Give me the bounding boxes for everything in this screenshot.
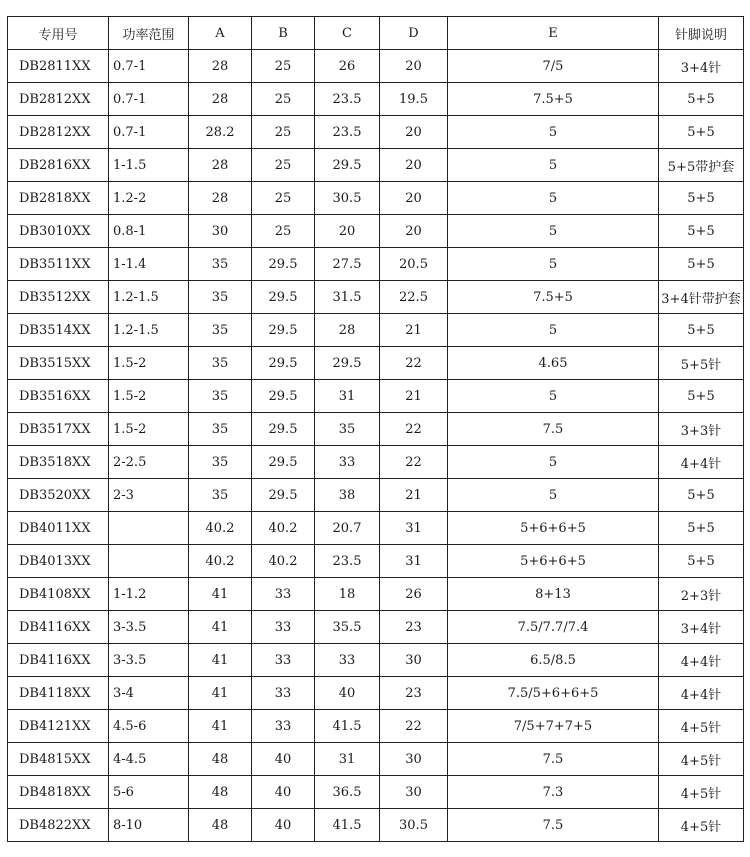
- d-cell: 20: [380, 50, 448, 83]
- d-cell: 20: [380, 149, 448, 182]
- e-cell: 5: [448, 149, 659, 182]
- b-cell: 33: [252, 644, 315, 677]
- c-cell: 26: [315, 50, 380, 83]
- part-number-cell: DB4121XX: [8, 710, 109, 743]
- c-cell: 29.5: [315, 149, 380, 182]
- e-cell: 7.5+5: [448, 83, 659, 116]
- e-cell: 7.3: [448, 776, 659, 809]
- d-cell: 22.5: [380, 281, 448, 314]
- d-cell: 31: [380, 512, 448, 545]
- b-cell: 25: [252, 149, 315, 182]
- e-cell: 7.5: [448, 743, 659, 776]
- table-row: [8, 446, 744, 479]
- power-range-cell: 0.7-1: [109, 83, 189, 116]
- part-number-cell: DB3512XX: [8, 281, 109, 314]
- part-number-cell: DB2816XX: [8, 149, 109, 182]
- part-number-cell: DB3515XX: [8, 347, 109, 380]
- power-range-cell: 1.5-2: [109, 413, 189, 446]
- part-number-cell: DB4013XX: [8, 545, 109, 578]
- a-cell: 41: [189, 677, 252, 710]
- power-range-cell: 2-3: [109, 479, 189, 512]
- d-cell: 30: [380, 743, 448, 776]
- a-cell: 41: [189, 578, 252, 611]
- b-cell: 29.5: [252, 413, 315, 446]
- d-cell: 23: [380, 611, 448, 644]
- e-cell: 6.5/8.5: [448, 644, 659, 677]
- pin-description-cell: 4+5针: [659, 809, 744, 842]
- pin-description-cell: 4+5针: [659, 743, 744, 776]
- a-cell: 48: [189, 743, 252, 776]
- power-range-cell: [109, 545, 189, 578]
- d-cell: 20: [380, 215, 448, 248]
- power-range-cell: 4-4.5: [109, 743, 189, 776]
- a-cell: 40.2: [189, 545, 252, 578]
- e-cell: 5: [448, 479, 659, 512]
- e-cell: 5: [448, 116, 659, 149]
- table-row: [8, 479, 744, 512]
- pin-description-cell: 3+3针: [659, 413, 744, 446]
- a-cell: 30: [189, 215, 252, 248]
- pin-description-cell: 5+5: [659, 545, 744, 578]
- d-cell: 23: [380, 677, 448, 710]
- pin-description-cell: 2+3针: [659, 578, 744, 611]
- a-cell: 35: [189, 347, 252, 380]
- table-row: [8, 215, 744, 248]
- c-cell: 35: [315, 413, 380, 446]
- c-cell: 36.5: [315, 776, 380, 809]
- part-number-cell: DB4116XX: [8, 644, 109, 677]
- a-cell: 41: [189, 611, 252, 644]
- header-power-range: 功率范围: [109, 17, 189, 50]
- table-row: [8, 611, 744, 644]
- header-b: B: [252, 17, 315, 50]
- table-row: [8, 512, 744, 545]
- pin-description-cell: 5+5: [659, 182, 744, 215]
- part-number-cell: DB2812XX: [8, 116, 109, 149]
- pin-description-cell: 5+5带护套: [659, 149, 744, 182]
- c-cell: 31: [315, 380, 380, 413]
- a-cell: 35: [189, 314, 252, 347]
- b-cell: 33: [252, 710, 315, 743]
- power-range-cell: 2-2.5: [109, 446, 189, 479]
- a-cell: 41: [189, 644, 252, 677]
- pin-description-cell: 5+5: [659, 215, 744, 248]
- d-cell: 22: [380, 347, 448, 380]
- header-c: C: [315, 17, 380, 50]
- table-row: [8, 710, 744, 743]
- c-cell: 28: [315, 314, 380, 347]
- d-cell: 22: [380, 710, 448, 743]
- e-cell: 7.5/5+6+6+5: [448, 677, 659, 710]
- b-cell: 29.5: [252, 281, 315, 314]
- e-cell: 7.5: [448, 413, 659, 446]
- table-row: [8, 743, 744, 776]
- e-cell: 5: [448, 215, 659, 248]
- table-row: [8, 281, 744, 314]
- part-number-cell: DB4822XX: [8, 809, 109, 842]
- e-cell: 5+6+6+5: [448, 512, 659, 545]
- a-cell: 48: [189, 809, 252, 842]
- power-range-cell: 1.2-1.5: [109, 314, 189, 347]
- part-number-cell: DB3511XX: [8, 248, 109, 281]
- power-range-cell: 4.5-6: [109, 710, 189, 743]
- c-cell: 18: [315, 578, 380, 611]
- table-row: [8, 776, 744, 809]
- b-cell: 29.5: [252, 248, 315, 281]
- table-row: [8, 116, 744, 149]
- b-cell: 40: [252, 743, 315, 776]
- power-range-cell: 3-4: [109, 677, 189, 710]
- power-range-cell: 1.2-1.5: [109, 281, 189, 314]
- e-cell: 7.5: [448, 809, 659, 842]
- d-cell: 21: [380, 380, 448, 413]
- b-cell: 29.5: [252, 347, 315, 380]
- header-d: D: [380, 17, 448, 50]
- a-cell: 41: [189, 710, 252, 743]
- d-cell: 22: [380, 446, 448, 479]
- part-number-cell: DB4818XX: [8, 776, 109, 809]
- a-cell: 48: [189, 776, 252, 809]
- part-number-cell: DB2818XX: [8, 182, 109, 215]
- b-cell: 40.2: [252, 512, 315, 545]
- a-cell: 35: [189, 248, 252, 281]
- part-number-cell: DB3518XX: [8, 446, 109, 479]
- power-range-cell: 1.5-2: [109, 380, 189, 413]
- e-cell: 7/5+7+7+5: [448, 710, 659, 743]
- e-cell: 8+13: [448, 578, 659, 611]
- pin-description-cell: 4+4针: [659, 446, 744, 479]
- table-row: [8, 677, 744, 710]
- d-cell: 20.5: [380, 248, 448, 281]
- table-row: [8, 545, 744, 578]
- power-range-cell: 0.7-1: [109, 116, 189, 149]
- header-e: E: [448, 17, 659, 50]
- a-cell: 28: [189, 83, 252, 116]
- b-cell: 33: [252, 677, 315, 710]
- part-number-cell: DB4815XX: [8, 743, 109, 776]
- pin-description-cell: 5+5: [659, 479, 744, 512]
- table-body: [8, 50, 744, 842]
- part-number-cell: DB3010XX: [8, 215, 109, 248]
- b-cell: 25: [252, 83, 315, 116]
- a-cell: 35: [189, 413, 252, 446]
- power-range-cell: 1-1.5: [109, 149, 189, 182]
- pin-description-cell: 3+4针: [659, 50, 744, 83]
- d-cell: 30: [380, 776, 448, 809]
- pin-description-cell: 3+4针带护套: [659, 281, 744, 314]
- table-row: [8, 83, 744, 116]
- part-number-cell: DB2812XX: [8, 83, 109, 116]
- part-number-cell: DB4108XX: [8, 578, 109, 611]
- d-cell: 22: [380, 413, 448, 446]
- c-cell: 41.5: [315, 710, 380, 743]
- part-number-cell: DB4011XX: [8, 512, 109, 545]
- c-cell: 30.5: [315, 182, 380, 215]
- a-cell: 35: [189, 479, 252, 512]
- part-number-cell: DB3514XX: [8, 314, 109, 347]
- d-cell: 19.5: [380, 83, 448, 116]
- c-cell: 27.5: [315, 248, 380, 281]
- header-pin-description: 针脚说明: [659, 17, 744, 50]
- table-row: [8, 314, 744, 347]
- header-a: A: [189, 17, 252, 50]
- d-cell: 21: [380, 314, 448, 347]
- pin-description-cell: 4+4针: [659, 677, 744, 710]
- power-range-cell: 3-3.5: [109, 611, 189, 644]
- part-number-cell: DB3517XX: [8, 413, 109, 446]
- c-cell: 20.7: [315, 512, 380, 545]
- d-cell: 30.5: [380, 809, 448, 842]
- pin-description-cell: 4+5针: [659, 710, 744, 743]
- pin-description-cell: 4+4针: [659, 644, 744, 677]
- c-cell: 31.5: [315, 281, 380, 314]
- b-cell: 40.2: [252, 545, 315, 578]
- d-cell: 26: [380, 578, 448, 611]
- e-cell: 5: [448, 446, 659, 479]
- e-cell: 5: [448, 182, 659, 215]
- e-cell: 5: [448, 314, 659, 347]
- part-number-cell: DB3516XX: [8, 380, 109, 413]
- pin-description-cell: 5+5: [659, 512, 744, 545]
- table-row: [8, 644, 744, 677]
- b-cell: 29.5: [252, 380, 315, 413]
- c-cell: 38: [315, 479, 380, 512]
- power-range-cell: 8-10: [109, 809, 189, 842]
- c-cell: 31: [315, 743, 380, 776]
- e-cell: 7.5/7.7/7.4: [448, 611, 659, 644]
- a-cell: 28.2: [189, 116, 252, 149]
- part-number-cell: DB2811XX: [8, 50, 109, 83]
- e-cell: 7.5+5: [448, 281, 659, 314]
- header-row: [8, 17, 744, 50]
- b-cell: 29.5: [252, 479, 315, 512]
- pin-description-cell: 5+5针: [659, 347, 744, 380]
- c-cell: 41.5: [315, 809, 380, 842]
- b-cell: 40: [252, 809, 315, 842]
- e-cell: 4.65: [448, 347, 659, 380]
- b-cell: 33: [252, 611, 315, 644]
- pin-description-cell: 3+4针: [659, 611, 744, 644]
- table-row: [8, 248, 744, 281]
- d-cell: 21: [380, 479, 448, 512]
- a-cell: 28: [189, 50, 252, 83]
- power-range-cell: 1.5-2: [109, 347, 189, 380]
- table-row: [8, 380, 744, 413]
- power-range-cell: 0.8-1: [109, 215, 189, 248]
- spec-sheet: [7, 16, 744, 842]
- c-cell: 33: [315, 644, 380, 677]
- power-range-cell: 0.7-1: [109, 50, 189, 83]
- c-cell: 33: [315, 446, 380, 479]
- d-cell: 20: [380, 182, 448, 215]
- a-cell: 40.2: [189, 512, 252, 545]
- table-row: [8, 578, 744, 611]
- e-cell: 5: [448, 380, 659, 413]
- a-cell: 28: [189, 149, 252, 182]
- b-cell: 25: [252, 50, 315, 83]
- table-row: [8, 50, 744, 83]
- power-range-cell: 5-6: [109, 776, 189, 809]
- table-row: [8, 413, 744, 446]
- c-cell: 29.5: [315, 347, 380, 380]
- c-cell: 35.5: [315, 611, 380, 644]
- d-cell: 30: [380, 644, 448, 677]
- pin-description-cell: 5+5: [659, 314, 744, 347]
- d-cell: 20: [380, 116, 448, 149]
- header-part-number: 专用号: [8, 17, 109, 50]
- c-cell: 40: [315, 677, 380, 710]
- b-cell: 25: [252, 215, 315, 248]
- pin-description-cell: 5+5: [659, 248, 744, 281]
- table-row: [8, 149, 744, 182]
- c-cell: 20: [315, 215, 380, 248]
- spec-table: [7, 16, 744, 842]
- b-cell: 25: [252, 182, 315, 215]
- e-cell: 5: [448, 248, 659, 281]
- c-cell: 23.5: [315, 116, 380, 149]
- a-cell: 28: [189, 182, 252, 215]
- power-range-cell: 1-1.2: [109, 578, 189, 611]
- b-cell: 29.5: [252, 314, 315, 347]
- c-cell: 23.5: [315, 545, 380, 578]
- part-number-cell: DB3520XX: [8, 479, 109, 512]
- table-row: [8, 809, 744, 842]
- table-row: [8, 347, 744, 380]
- pin-description-cell: 5+5: [659, 380, 744, 413]
- e-cell: 7/5: [448, 50, 659, 83]
- table-row: [8, 182, 744, 215]
- a-cell: 35: [189, 380, 252, 413]
- b-cell: 40: [252, 776, 315, 809]
- power-range-cell: 1-1.4: [109, 248, 189, 281]
- b-cell: 29.5: [252, 446, 315, 479]
- pin-description-cell: 4+5针: [659, 776, 744, 809]
- pin-description-cell: 5+5: [659, 116, 744, 149]
- pin-description-cell: 5+5: [659, 83, 744, 116]
- b-cell: 25: [252, 116, 315, 149]
- power-range-cell: 3-3.5: [109, 644, 189, 677]
- part-number-cell: DB4118XX: [8, 677, 109, 710]
- b-cell: 33: [252, 578, 315, 611]
- part-number-cell: DB4116XX: [8, 611, 109, 644]
- a-cell: 35: [189, 446, 252, 479]
- e-cell: 5+6+6+5: [448, 545, 659, 578]
- d-cell: 31: [380, 545, 448, 578]
- power-range-cell: 1.2-2: [109, 182, 189, 215]
- power-range-cell: [109, 512, 189, 545]
- a-cell: 35: [189, 281, 252, 314]
- c-cell: 23.5: [315, 83, 380, 116]
